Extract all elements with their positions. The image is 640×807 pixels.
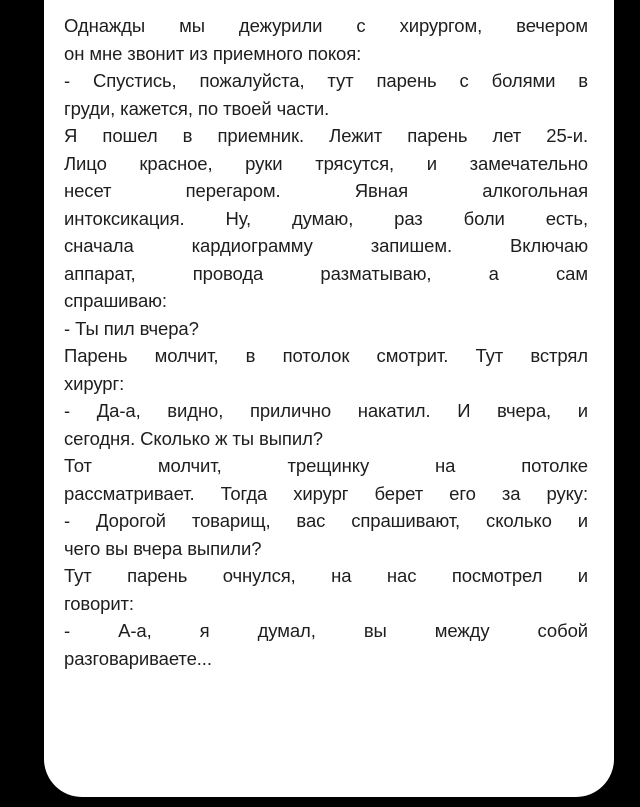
text-card [44,0,614,797]
story-line: Тут парень очнулся, на нас посмотрел и [64,565,588,586]
story-line: - Спустись, пожалуйста, тут парень с болями в [64,70,588,91]
story-line: Однажды мы дежурили с хирургом, вечером [64,15,588,36]
story-line: сначала кардиограмму запишем. Включаю [64,235,588,256]
story-line: хирург: [64,372,125,394]
story-line: - А-а, я думал, вы между собой [64,620,588,641]
story-line: говорит: [64,592,134,614]
story-line: спрашиваю: [64,290,167,311]
story-line: Тот молчит, трещинку на потолке [64,455,588,476]
story-line: он мне звонит из приемного покоя: [64,42,362,64]
story-line: груди, кажется, по твоей части. [64,97,330,119]
story-line: сегодня. Сколько ж ты выпил? [64,427,323,449]
story-line: - Да-а, видно, прилично накатил. И вчера, и [64,400,588,421]
story-line: - Дорогой товарищ, вас спрашивают, сколько и [64,510,588,531]
story-line: интоксикация. Ну, думаю, раз боли есть, [64,207,588,229]
story-line: чего вы вчера выпили? [64,537,262,559]
story-line: аппарат, провода разматываю, а сам [64,262,588,284]
story-line: разговариваете... [64,647,212,669]
story-line: Парень молчит, в потолок смотрит. Тут встрял [64,345,588,366]
story-text [64,12,588,672]
story-line: рассматривает. Тогда хирург берет его за руку: [64,482,588,504]
story-line: Я пошел в приемник. Лежит парень лет 25-и. [64,125,588,146]
story-line: несет перегаром. Явная алкогольная [64,180,588,201]
story-line: - Ты пил вчера? [64,317,199,339]
story-line: Лицо красное, руки трясутся, и замечательно [64,152,588,174]
